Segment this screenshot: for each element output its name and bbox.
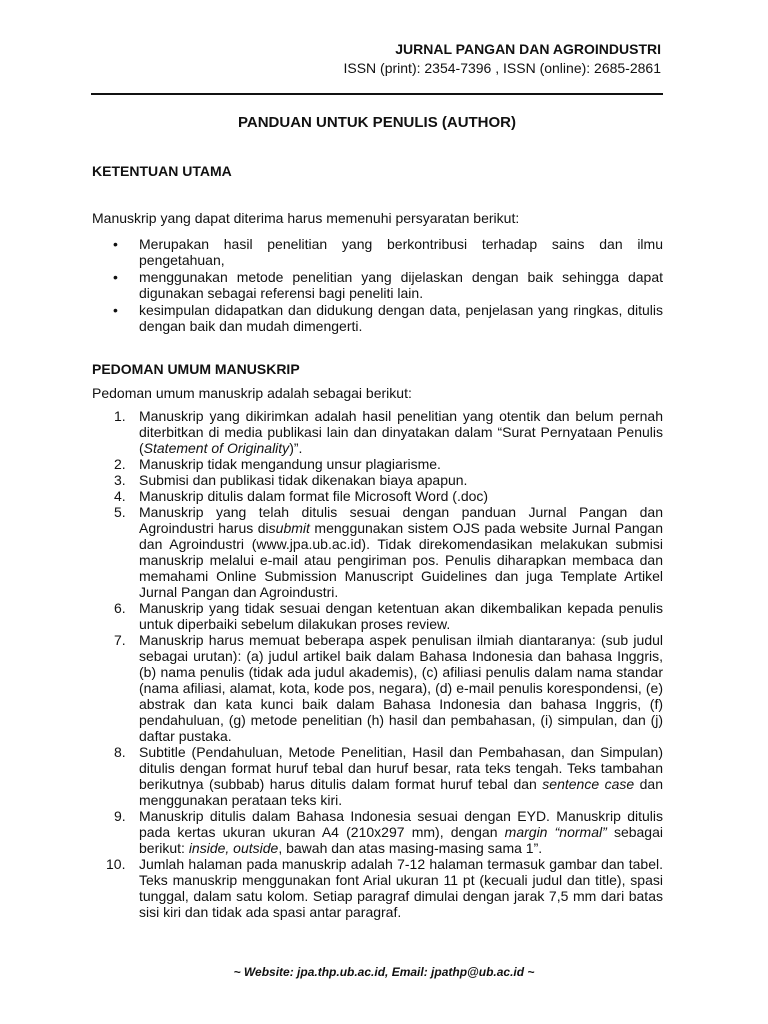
journal-issn: ISSN (print): 2354-7396 , ISSN (online): 2685-2861 — [343, 60, 661, 76]
list-item: 8. Subtitle (Pendahuluan, Metode Penelitian, Hasil dan Pembahasan, dan Simpulan) ditulis dengan format huruf tebal dan huruf besar, rata teks tengah. Teks tambahan berikutnya (subbab) harus ditulis dalam format huruf tebal dan sentence case dan menggunakan perataan teks kiri. — [114, 744, 663, 808]
journal-header — [343, 40, 661, 77]
requirements-list — [92, 236, 663, 335]
journal-name: JURNAL PANGAN DAN AGROINDUSTRI — [395, 41, 661, 57]
document-title: PANDUAN UNTUK PENULIS (AUTHOR) — [237, 114, 517, 131]
list-item: • kesimpulan didapatkan dan didukung dengan data, penjelasan yang ringkas, ditulis dengan baik dan mudah dimengerti. — [113, 302, 663, 334]
list-item: 3. Submisi dan publikasi tidak dikenakan biaya apapun. — [114, 472, 468, 488]
section2-intro: Pedoman umum manuskrip adalah sebagai berikut: — [92, 385, 412, 401]
section-heading-ketentuan: KETENTUAN UTAMA — [92, 163, 232, 179]
list-item: 5. Manuskrip yang telah ditulis sesuai dengan panduan Jurnal Pangan dan Agroindustri harus disubmit menggunakan sistem OJS pada website Jurnal Pangan dan Agroindustri (www.jpa.ub.ac.id). Tidak direkomendasikan melakukan submisi manuskrip melalui e-mail atau pengiriman pos. Penulis diharapkan membaca dan memahami Online Submission Manuscript Guidelines dan juga Template Artikel Jurnal Pangan dan Agroindustri. — [114, 504, 663, 600]
list-item: 6. Manuskrip yang tidak sesuai dengan ketentuan akan dikembalikan kepada penulis untuk diperbaiki sebelum dilakukan proses review. — [114, 600, 663, 632]
guidelines-list — [92, 408, 663, 920]
page-footer: ~ Website: jpa.thp.ub.ac.id, Email: jpathp@ub.ac.id ~ — [233, 965, 535, 979]
list-item: 2. Manuskrip tidak mengandung unsur plagiarisme. — [114, 456, 441, 472]
section-heading-pedoman: PEDOMAN UMUM MANUSKRIP — [92, 361, 300, 377]
list-item: • menggunakan metode penelitian yang dijelaskan dengan baik sehingga dapat digunakan sebagai referensi bagi peneliti lain. — [113, 269, 663, 301]
list-item: 1. Manuskrip yang dikirimkan adalah hasil penelitian yang otentik dan belum pernah diterbitkan di media publikasi lain dan dinyatakan dalam “Surat Pernyataan Penulis (Statement of Originality)”. — [114, 408, 663, 456]
header-divider — [91, 93, 663, 95]
list-item: 4. Manuskrip ditulis dalam format file Microsoft Word (.doc) — [114, 488, 489, 504]
list-item: 9. Manuskrip ditulis dalam Bahasa Indonesia sesuai dengan EYD. Manuskrip ditulis pada kertas ukuran ukuran A4 (210x297 mm), dengan margin “normal” sebagai berikut: inside, outside, bawah dan atas masing-masing sama 1”. — [114, 808, 663, 856]
list-item: • Merupakan hasil penelitian yang berkontribusi terhadap sains dan ilmu pengetahuan, — [113, 236, 663, 268]
bullet-icon: • — [113, 269, 118, 285]
list-item: 7. Manuskrip harus memuat beberapa aspek penulisan ilmiah diantaranya: (sub judul sebagai urutan): (a) judul artikel baik dalam Bahasa Indonesia dan bahasa Inggris, (b) nama penulis (tidak ada judul akademis), (c) afiliasi penulis dalam nama standar (nama afiliasi, alamat, kota, kode pos, negara), (d) e-mail penulis korespondensi, (e) abstrak dan kata kunci baik dalam Bahasa Indonesia dan bahasa Inggris, (f) pendahuluan, (g) metode penelitian (h) hasil dan pembahasan, (i) simpulan, dan (j) daftar pustaka. — [114, 632, 663, 744]
section1-intro: Manuskrip yang dapat diterima harus memenuhi persyaratan berikut: — [92, 210, 520, 226]
bullet-icon: • — [113, 302, 118, 318]
bullet-icon: • — [113, 236, 118, 252]
list-item: 10. Jumlah halaman pada manuskrip adalah 7-12 halaman termasuk gambar dan tabel. Teks manuskrip menggunakan font Arial ukuran 11 pt (kecuali judul dan title), spasi tunggal, dalam satu kolom. Setiap paragraf dimulai dengan jarak 7,5 mm dari batas sisi kiri dan tidak ada spasi antar paragraf. — [106, 856, 663, 920]
